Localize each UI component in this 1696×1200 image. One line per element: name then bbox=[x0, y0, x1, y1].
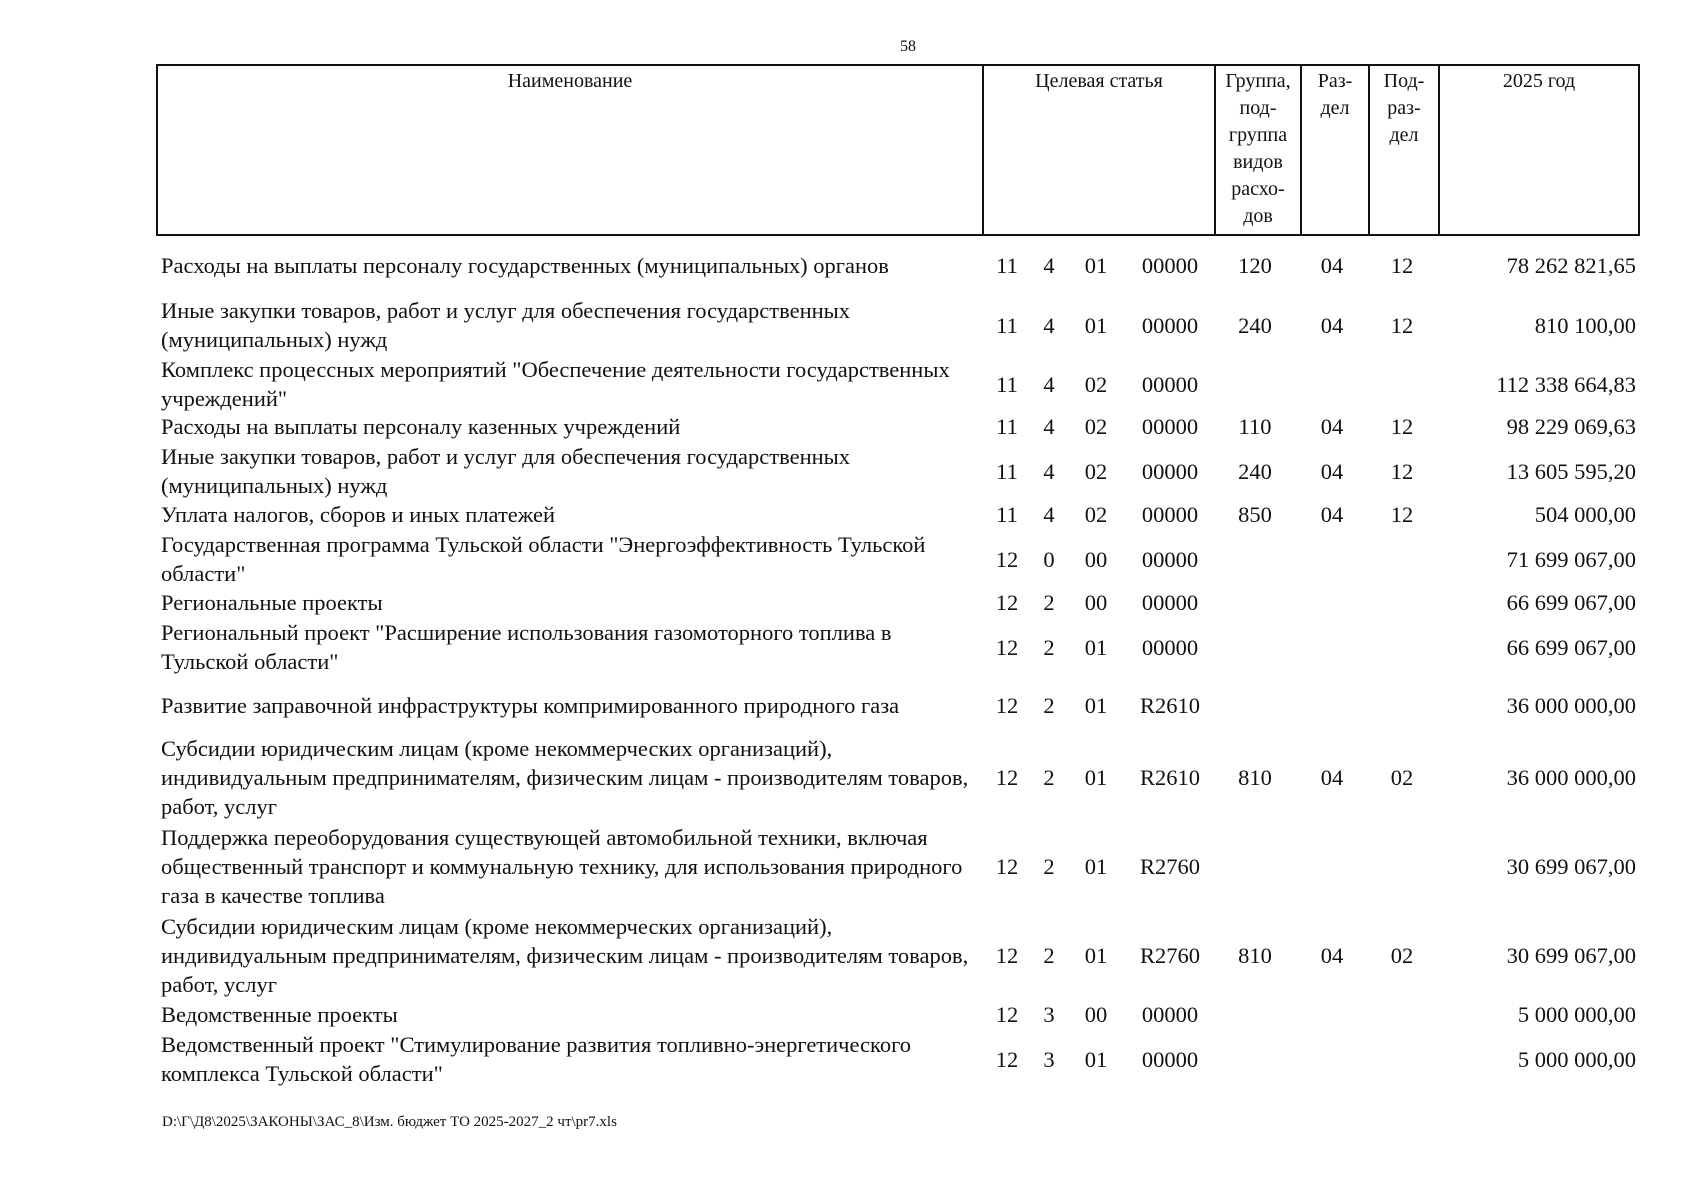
row-name: Ведомственный проект "Стимулирование развития топливно-энергетического комплекса Тульской области" bbox=[161, 1032, 911, 1086]
subsection-code: 12 bbox=[1390, 252, 1414, 278]
target-code-1: 11 bbox=[996, 458, 1018, 484]
amount-2025: 810 100,00 bbox=[1534, 312, 1636, 338]
table-row bbox=[0, 734, 1696, 821]
target-code-1: 12 bbox=[995, 546, 1019, 572]
target-code-1: 12 bbox=[995, 692, 1019, 718]
section-code: 04 bbox=[1320, 943, 1344, 968]
table-row bbox=[0, 530, 1696, 588]
header-section: Раз- дел bbox=[1301, 65, 1369, 235]
target-code-3: 01 bbox=[1084, 1046, 1108, 1072]
section-code: 04 bbox=[1320, 502, 1344, 527]
amount-2025: 13 605 595,20 bbox=[1506, 458, 1636, 484]
target-code-1: 12 bbox=[995, 1046, 1019, 1072]
subsection-code bbox=[1370, 1030, 1434, 1088]
target-code-2: 3 bbox=[1043, 1002, 1055, 1027]
group-code bbox=[1214, 1030, 1296, 1088]
subsection-code bbox=[1370, 823, 1434, 910]
section-code bbox=[1300, 1030, 1364, 1088]
table-row bbox=[0, 442, 1696, 500]
amount-2025: 504 000,00 bbox=[1534, 502, 1636, 527]
target-code-2: 4 bbox=[1043, 502, 1055, 527]
subsection-code: 02 bbox=[1390, 765, 1414, 790]
subsection-code: 02 bbox=[1390, 943, 1414, 968]
target-code-2: 2 bbox=[1043, 854, 1055, 879]
section-code bbox=[1300, 618, 1364, 676]
target-code-4: R2760 bbox=[1139, 943, 1200, 968]
table-row bbox=[0, 1030, 1696, 1088]
amount-2025: 78 262 821,65 bbox=[1506, 252, 1636, 278]
subsection-code: 12 bbox=[1390, 312, 1414, 338]
page-number: 58 bbox=[900, 38, 916, 55]
target-code-4: 00000 bbox=[1141, 590, 1199, 615]
target-code-2: 2 bbox=[1043, 765, 1055, 790]
table-header bbox=[156, 64, 1640, 236]
table-row bbox=[0, 296, 1696, 354]
group-code bbox=[1214, 588, 1296, 617]
group-code: 850 bbox=[1238, 502, 1272, 527]
section-code: 04 bbox=[1320, 458, 1344, 484]
target-code-4: R2610 bbox=[1139, 692, 1200, 718]
target-code-1: 11 bbox=[996, 252, 1018, 278]
target-code-2: 2 bbox=[1043, 590, 1055, 615]
section-code bbox=[1300, 355, 1364, 413]
target-code-1: 12 bbox=[995, 634, 1019, 660]
amount-2025: 98 229 069,63 bbox=[1506, 414, 1636, 439]
table-row bbox=[0, 250, 1696, 280]
target-code-3: 01 bbox=[1084, 312, 1108, 338]
target-code-1: 11 bbox=[996, 371, 1018, 397]
target-code-3: 02 bbox=[1084, 502, 1108, 527]
table-row bbox=[0, 690, 1696, 720]
table-row bbox=[0, 912, 1696, 999]
target-code-4: 00000 bbox=[1141, 546, 1199, 572]
subsection-code bbox=[1370, 530, 1434, 588]
target-code-4: 00000 bbox=[1141, 502, 1199, 527]
group-code bbox=[1214, 618, 1296, 676]
target-code-3: 01 bbox=[1084, 692, 1108, 718]
target-code-2: 3 bbox=[1043, 1046, 1055, 1072]
target-code-3: 01 bbox=[1084, 765, 1108, 790]
section-code bbox=[1300, 588, 1364, 617]
row-name: Расходы на выплаты персоналу казенных учреждений bbox=[161, 414, 681, 439]
subsection-code: 12 bbox=[1390, 458, 1414, 484]
table-row bbox=[0, 355, 1696, 413]
group-code: 240 bbox=[1238, 312, 1272, 338]
target-code-2: 4 bbox=[1043, 312, 1055, 338]
target-code-2: 2 bbox=[1043, 634, 1055, 660]
row-name: Расходы на выплаты персоналу государственных (муниципальных) органов bbox=[161, 252, 889, 278]
amount-2025: 5 000 000,00 bbox=[1517, 1046, 1636, 1072]
amount-2025: 66 699 067,00 bbox=[1506, 590, 1636, 615]
amount-2025: 36 000 000,00 bbox=[1506, 765, 1636, 790]
section-code bbox=[1300, 690, 1364, 720]
group-code bbox=[1214, 355, 1296, 413]
target-code-4: 00000 bbox=[1141, 252, 1199, 278]
target-code-4: 00000 bbox=[1141, 1002, 1199, 1027]
target-code-4: 00000 bbox=[1141, 634, 1199, 660]
group-code bbox=[1214, 823, 1296, 910]
row-name: Развитие заправочной инфраструктуры компримированного природного газа bbox=[161, 692, 900, 718]
target-code-3: 01 bbox=[1084, 854, 1108, 879]
table-row bbox=[0, 500, 1696, 529]
section-code: 04 bbox=[1320, 765, 1344, 790]
subsection-code bbox=[1370, 618, 1434, 676]
header-name: Наименование bbox=[157, 65, 983, 235]
row-name: Иные закупки товаров, работ и услуг для обеспечения государственных (муниципальных) нужд bbox=[161, 298, 851, 352]
group-code: 110 bbox=[1238, 414, 1272, 439]
group-code: 120 bbox=[1238, 252, 1272, 278]
target-code-4: 00000 bbox=[1141, 371, 1199, 397]
target-code-4: R2610 bbox=[1139, 765, 1200, 790]
row-name: Субсидии юридическим лицам (кроме некоммерческих организаций), индивидуальным предпринимателям, физическим лицам - производителям товаров, работ, услуг bbox=[161, 736, 969, 819]
amount-2025: 112 338 664,83 bbox=[1496, 371, 1636, 397]
table-row bbox=[0, 823, 1696, 910]
table-row bbox=[0, 618, 1696, 676]
section-code: 04 bbox=[1320, 414, 1344, 439]
row-name: Государственная программа Тульской области "Энергоэффективность Тульской области" bbox=[161, 532, 926, 586]
target-code-2: 2 bbox=[1043, 692, 1055, 718]
section-code: 04 bbox=[1320, 252, 1344, 278]
target-code-4: 00000 bbox=[1141, 414, 1199, 439]
target-code-2: 4 bbox=[1043, 252, 1055, 278]
amount-2025: 30 699 067,00 bbox=[1506, 854, 1636, 879]
group-code: 240 bbox=[1238, 458, 1272, 484]
subsection-code bbox=[1370, 690, 1434, 720]
target-code-3: 01 bbox=[1084, 943, 1108, 968]
target-code-3: 01 bbox=[1084, 634, 1108, 660]
target-code-3: 02 bbox=[1084, 458, 1108, 484]
section-code bbox=[1300, 530, 1364, 588]
group-code: 810 bbox=[1238, 943, 1272, 968]
file-path-footer: D:\Г\Д8\2025\ЗАКОНЫ\ЗАС_8\Изм. бюджет ТО 2025-2027_2 чт\pr7.xls bbox=[162, 1114, 617, 1130]
amount-2025: 36 000 000,00 bbox=[1506, 692, 1636, 718]
header-group: Группа, под- группа видов расхо- дов bbox=[1215, 65, 1301, 235]
subsection-code bbox=[1370, 355, 1434, 413]
subsection-code: 12 bbox=[1390, 502, 1414, 527]
group-code: 810 bbox=[1238, 765, 1272, 790]
section-code bbox=[1300, 1000, 1364, 1029]
header-year: 2025 год bbox=[1439, 65, 1639, 235]
target-code-4: 00000 bbox=[1141, 1046, 1199, 1072]
target-code-3: 00 bbox=[1084, 546, 1108, 572]
table-row bbox=[0, 588, 1696, 617]
row-name: Поддержка переоборудования существующей автомобильной техники, включая общественный транспорт и коммунальную технику, для использования природного газа в качестве топлива bbox=[161, 825, 963, 908]
amount-2025: 71 699 067,00 bbox=[1506, 546, 1636, 572]
target-code-3: 02 bbox=[1084, 414, 1108, 439]
target-code-2: 2 bbox=[1043, 943, 1055, 968]
row-name: Региональный проект "Расширение использования газомоторного топлива в Тульской области" bbox=[161, 620, 892, 674]
row-name: Субсидии юридическим лицам (кроме некоммерческих организаций), индивидуальным предпринимателям, физическим лицам - производителям товаров, работ, услуг bbox=[161, 914, 969, 997]
subsection-code bbox=[1370, 588, 1434, 617]
target-code-1: 12 bbox=[995, 765, 1019, 790]
row-name: Комплекс процессных мероприятий "Обеспечение деятельности государственных учреждений" bbox=[161, 357, 950, 411]
target-code-2: 4 bbox=[1043, 458, 1055, 484]
subsection-code: 12 bbox=[1390, 414, 1414, 439]
target-code-2: 4 bbox=[1043, 414, 1055, 439]
target-code-1: 11 bbox=[996, 312, 1018, 338]
header-subsection: Под- раз- дел bbox=[1369, 65, 1439, 235]
target-code-1: 12 bbox=[995, 854, 1019, 879]
target-code-4: 00000 bbox=[1141, 458, 1199, 484]
target-code-3: 00 bbox=[1084, 1002, 1108, 1027]
target-code-3: 00 bbox=[1084, 590, 1108, 615]
amount-2025: 66 699 067,00 bbox=[1506, 634, 1636, 660]
group-code bbox=[1214, 530, 1296, 588]
target-code-2: 4 bbox=[1043, 371, 1055, 397]
group-code bbox=[1214, 1000, 1296, 1029]
row-name: Иные закупки товаров, работ и услуг для обеспечения государственных (муниципальных) нужд bbox=[161, 444, 851, 498]
amount-2025: 5 000 000,00 bbox=[1517, 1002, 1636, 1027]
target-code-3: 02 bbox=[1084, 371, 1108, 397]
target-code-1: 12 bbox=[995, 590, 1019, 615]
target-code-4: 00000 bbox=[1141, 312, 1199, 338]
row-name: Ведомственные проекты bbox=[161, 1002, 398, 1027]
target-code-1: 11 bbox=[996, 502, 1018, 527]
target-code-1: 12 bbox=[995, 943, 1019, 968]
section-code: 04 bbox=[1320, 312, 1344, 338]
table-row bbox=[0, 412, 1696, 441]
group-code bbox=[1214, 690, 1296, 720]
target-code-2: 0 bbox=[1043, 546, 1055, 572]
target-code-1: 12 bbox=[995, 1002, 1019, 1027]
target-code-3: 01 bbox=[1084, 252, 1108, 278]
section-code bbox=[1300, 823, 1364, 910]
header-target-article: Целевая статья bbox=[983, 65, 1215, 235]
target-code-1: 11 bbox=[996, 414, 1018, 439]
row-name: Региональные проекты bbox=[161, 590, 383, 615]
table-row bbox=[0, 1000, 1696, 1029]
amount-2025: 30 699 067,00 bbox=[1506, 943, 1636, 968]
row-name: Уплата налогов, сборов и иных платежей bbox=[161, 502, 556, 527]
target-code-4: R2760 bbox=[1139, 854, 1200, 879]
subsection-code bbox=[1370, 1000, 1434, 1029]
